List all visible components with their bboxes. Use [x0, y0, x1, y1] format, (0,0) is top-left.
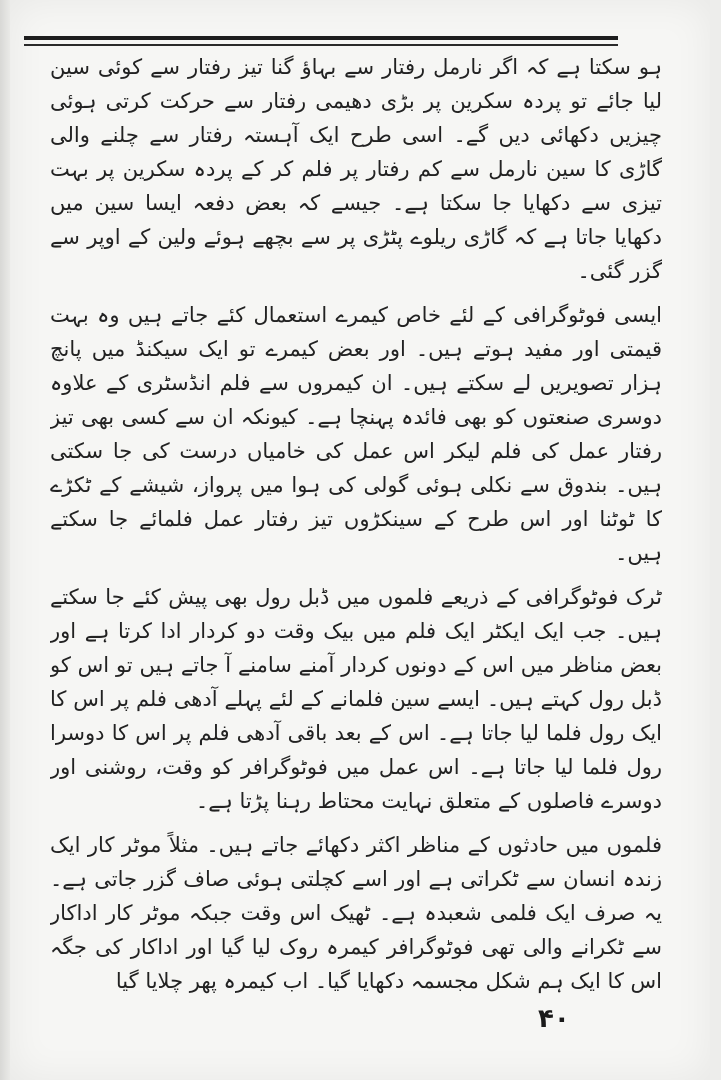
- page-body-text: [50, 50, 662, 995]
- header-rule-thick: [24, 36, 618, 40]
- paragraph-2: ایسی فوٹوگرافی کے لئے خاص کیمرے استعمال کئے جاتے ہیں وہ بہت قیمتی اور مفید ہوتے ہیں۔ اور بعض کیمرے تو ایک سیکنڈ میں پانچ ہزار تصویریں لے سکتے ہیں۔ ان کیمروں سے فلم انڈسٹری کے علاوہ دوسری صنعتوں کو بھی فائدہ پہنچا ہے۔ کیونکہ ان سے کسی بھی تیز رفتار عمل کی فلم لیکر اس عمل کی خامیاں درست کی جا سکتی ہیں۔ بندوق سے نکلی ہوئی گولی کی ہوا میں پرواز، شیشے کے ٹکڑے کا ٹوٹنا اور اس طرح کے سینکڑوں تیز رفتار عمل فلمائے جا سکتے ہیں۔: [50, 303, 662, 565]
- paragraph-1: ہو سکتا ہے کہ اگر نارمل رفتار سے بہاؤ گنا تیز رفتار سے کوئی سین لیا جائے تو پردہ سکرین پر بڑی دھیمی رفتار سے حرکت کرتی ہوئی چیزیں دکھائی دیں گے۔ اسی طرح ایک آہستہ رفتار سے چلنے والی گاڑی کا سین نارمل سے کم رفتار پر فلم کر کے پردہ سکرین پر بہت تیزی سے دکھایا جا سکتا ہے۔ جیسے کہ بعض دفعہ ایسا سین میں دکھایا جاتا ہے کہ گاڑی ریلوے پٹڑی پر سے بچھے ہوئے ولین کے اوپر سے گزر گئی۔: [50, 55, 662, 283]
- header-rule-thin: [24, 44, 618, 46]
- book-page: [10, 0, 710, 1080]
- page-number: ۴۰: [538, 1004, 570, 1034]
- paragraph-4: فلموں میں حادثوں کے مناظر اکثر دکھائے جاتے ہیں۔ مثلاً موٹر کار ایک زندہ انسان سے ٹکراتی ہے اور اسے کچلتی ہوئی صاف گزر جاتی ہے۔ یہ صرف ایک فلمی شعبدہ ہے۔ ٹھیک اس وقت جبکہ موٹر کار اداکار سے ٹکرانے والی تھی فوٹوگرافر کیمرہ روک لیا گیا اور اداکار کی جگہ اس کا ایک ہم شکل مجسمہ دکھایا گیا۔ اب کیمرہ پھر چلایا گیا: [50, 833, 662, 993]
- paragraph-3: ٹرک فوٹوگرافی کے ذریعے فلموں میں ڈبل رول بھی پیش کئے جا سکتے ہیں۔ جب ایک ایکٹر ایک فلم میں بیک وقت دو کردار ادا کرتا ہے اور بعض مناظر میں اس کے دونوں کردار آمنے سامنے آ جاتے ہیں تو اس کو ڈبل رول کہتے ہیں۔ ایسے سین فلمانے کے لئے پہلے آدھی فلم پر اس کا ایک رول فلما لیا جاتا ہے۔ اس کے بعد باقی آدھی فلم پر اس کا دوسرا رول فلما لیا جاتا ہے۔ اس عمل میں فوٹوگرافر کو وقت، روشنی اور دوسرے فاصلوں کے متعلق نہایت محتاط رہنا پڑتا ہے۔: [50, 585, 662, 813]
